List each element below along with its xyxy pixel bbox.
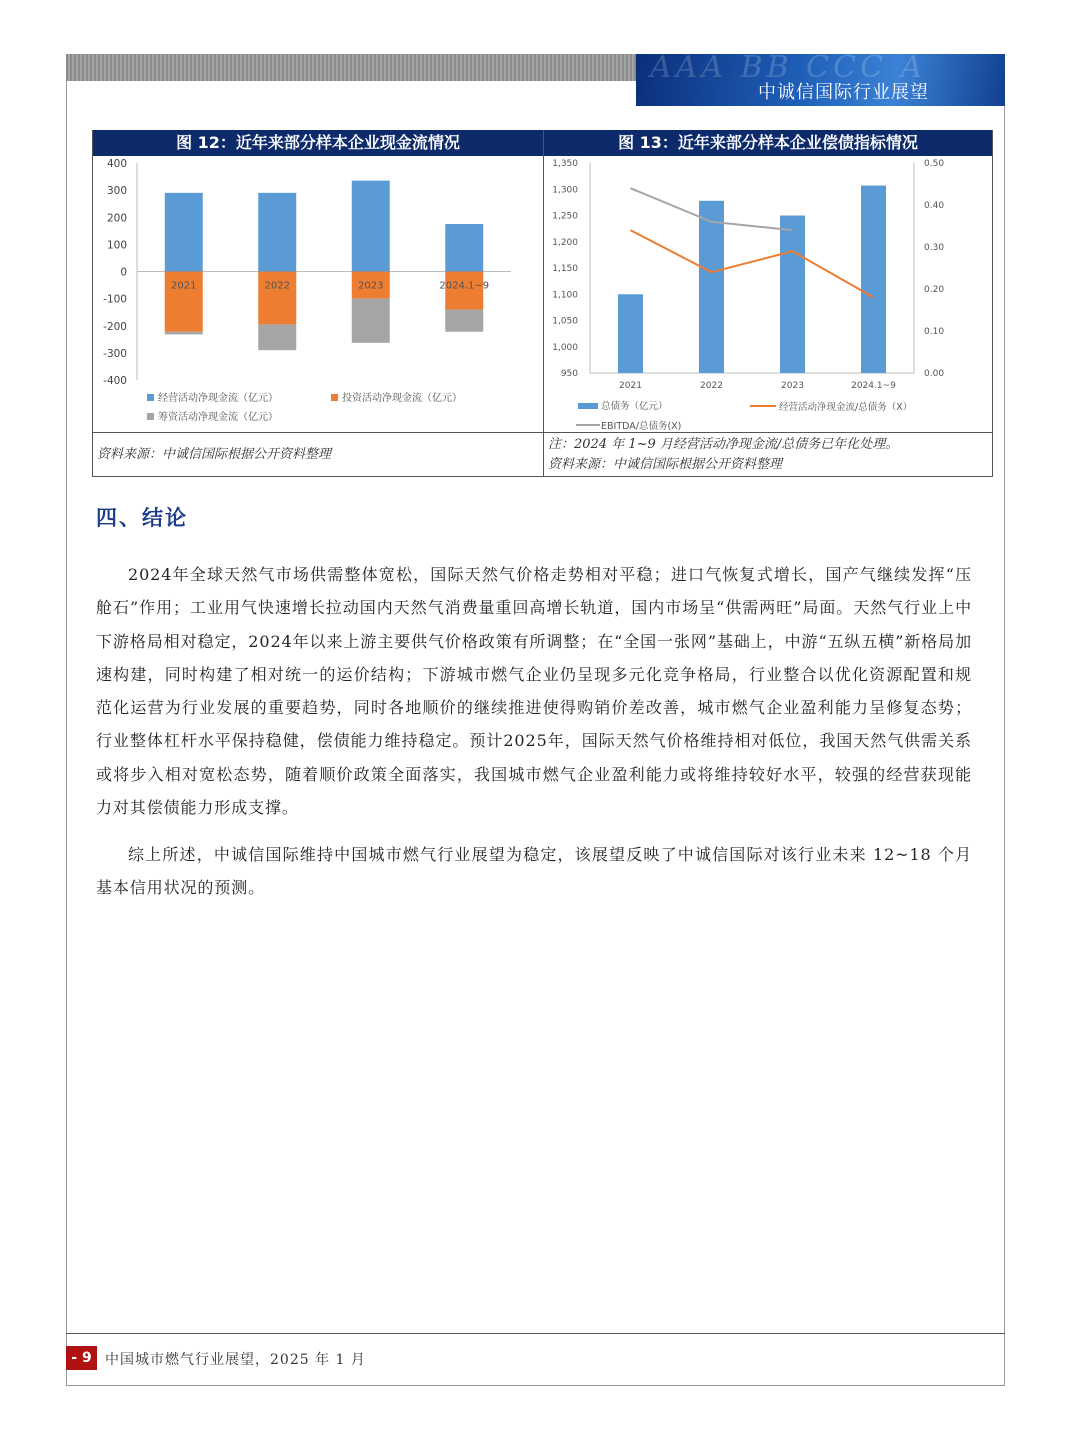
legend-label: 筹资活动净现金流（亿元） [158, 412, 278, 423]
figure12-source: 资料来源：中诚信国际根据公开资料整理 [97, 447, 332, 462]
y-tick-label: -300 [103, 347, 127, 360]
y-tick-label: 300 [106, 185, 127, 198]
legend-label: 经营活动净现金流/总债务（X） [779, 402, 913, 413]
right-tick-label: 0.50 [924, 159, 945, 169]
right-tick-label: 0.40 [924, 201, 945, 211]
legend-swatch [147, 413, 154, 420]
legend-swatch [578, 403, 598, 409]
figure13-note: 注：2024 年 1~9 月经营活动净现金流/总债务已年化处理。 [548, 437, 899, 452]
right-tick-label: 0.20 [924, 285, 945, 295]
debt-bar [780, 216, 805, 374]
legend-swatch [331, 394, 338, 401]
y-tick-label: 0 [120, 266, 127, 279]
header-brand-banner [636, 54, 1005, 106]
category-label: 2023 [358, 280, 384, 292]
header-decor-letters: AAA BB CCC A [650, 54, 927, 85]
category-label: 2022 [264, 280, 290, 292]
bar-segment [445, 224, 483, 271]
debt-indicator-chart [544, 156, 992, 432]
bar-segment [258, 324, 296, 350]
right-tick-label: 0.00 [924, 369, 945, 379]
figure12-title: 图 12：近年来部分样本企业现金流情况 [93, 130, 543, 156]
header-brand-title: 中诚信国际行业展望 [758, 82, 929, 103]
cashflow-ratio-line [631, 230, 874, 297]
y-tick-label: 400 [106, 158, 127, 170]
bar-segment [352, 181, 390, 272]
debt-bar [861, 186, 886, 373]
page-number: - 9 - [66, 1346, 97, 1370]
legend-label: 总债务（亿元） [601, 401, 668, 412]
left-tick-label: 1,200 [552, 237, 578, 248]
legend-label: 经营活动净现金流（亿元） [158, 393, 278, 404]
bar-segment [352, 299, 390, 343]
figure-note-divider [92, 432, 993, 433]
y-tick-label: 200 [106, 212, 127, 225]
bar-segment [258, 193, 296, 272]
category-label: 2021 [171, 280, 197, 292]
left-tick-label: 1,050 [552, 316, 578, 327]
y-tick-label: -400 [103, 375, 127, 387]
paragraph-2: 综上所述，中诚信国际维持中国城市燃气行业展望为稳定，该展望反映了中诚信国际对该行业未来 12~18 个月基本信用状况的预测。 [96, 845, 972, 898]
left-tick-label: 1,000 [552, 342, 578, 353]
category-label: 2022 [700, 381, 723, 391]
debt-bar [618, 294, 643, 373]
left-tick-label: 950 [560, 369, 578, 379]
legend-label: EBITDA/总债务(X) [601, 421, 682, 432]
category-label: 2024.1~9 [439, 280, 490, 292]
bar-segment [258, 272, 296, 325]
category-label: 2024.1~9 [851, 381, 896, 391]
y-tick-label: 100 [106, 239, 127, 252]
y-tick-label: -100 [103, 293, 127, 306]
left-tick-label: 1,100 [552, 290, 578, 301]
footer-text: 中国城市燃气行业展望，2025 年 1 月 [105, 1352, 366, 1368]
left-tick-label: 1,350 [552, 159, 578, 169]
right-tick-label: 0.10 [924, 327, 945, 337]
category-label: 2021 [619, 381, 642, 391]
bar-segment [165, 332, 203, 335]
figure13-title: 图 13：近年来部分样本企业偿债指标情况 [544, 130, 992, 156]
left-tick-label: 1,300 [552, 185, 578, 196]
figure13-source: 资料来源：中诚信国际根据公开资料整理 [548, 457, 783, 472]
paragraph-1: 2024年全球天然气市场供需整体宽松，国际天然气价格走势相对平稳；进口气恢复式增长，国产气继续发挥“压舱石”作用；工业用气快速增长拉动国内天然气消费量重回高增长轨道，国内市场呈“供需两旺”局面。天然气行业上中下游格局相对稳定，2024年以来上游主要供气价格政策有所调整；在“全国一张网”基础上，中游“五纵五横”新格局加速构建，同时构建了相对统一的运价结构；下游城市燃气企业仍呈现多元化竞争格局，行业整合以优化资源配置和规范化运营为行业发展的重要趋势，同时各地顺价的继续推进使得购销价差改善，城市燃气企业盈利能力呈修复态势；行业整体杠杆水平保持稳健，偿债能力维持稳定。预计2025年，国际天然气价格维持相对低位，我国天然气供需关系或将步入相对宽松态势，随着顺价政策全面落实，我国城市燃气企业盈利能力或将维持较好水平，较强的经营获现能力对其偿债能力形成支撑。 [96, 565, 972, 818]
legend-label: 投资活动净现金流（亿元） [342, 393, 462, 404]
bar-segment [165, 193, 203, 272]
left-tick-label: 1,250 [552, 211, 578, 222]
category-label: 2023 [781, 381, 804, 391]
legend-swatch [147, 394, 154, 401]
cashflow-chart [93, 156, 543, 432]
y-tick-label: -200 [103, 320, 127, 333]
debt-bar [699, 201, 724, 373]
header-stripe [66, 54, 636, 81]
footer-divider [66, 1333, 1005, 1334]
bar-segment [445, 309, 483, 331]
right-tick-label: 0.30 [924, 243, 945, 253]
section-title: 四、结论 [96, 506, 188, 530]
left-tick-label: 1,150 [552, 264, 578, 274]
